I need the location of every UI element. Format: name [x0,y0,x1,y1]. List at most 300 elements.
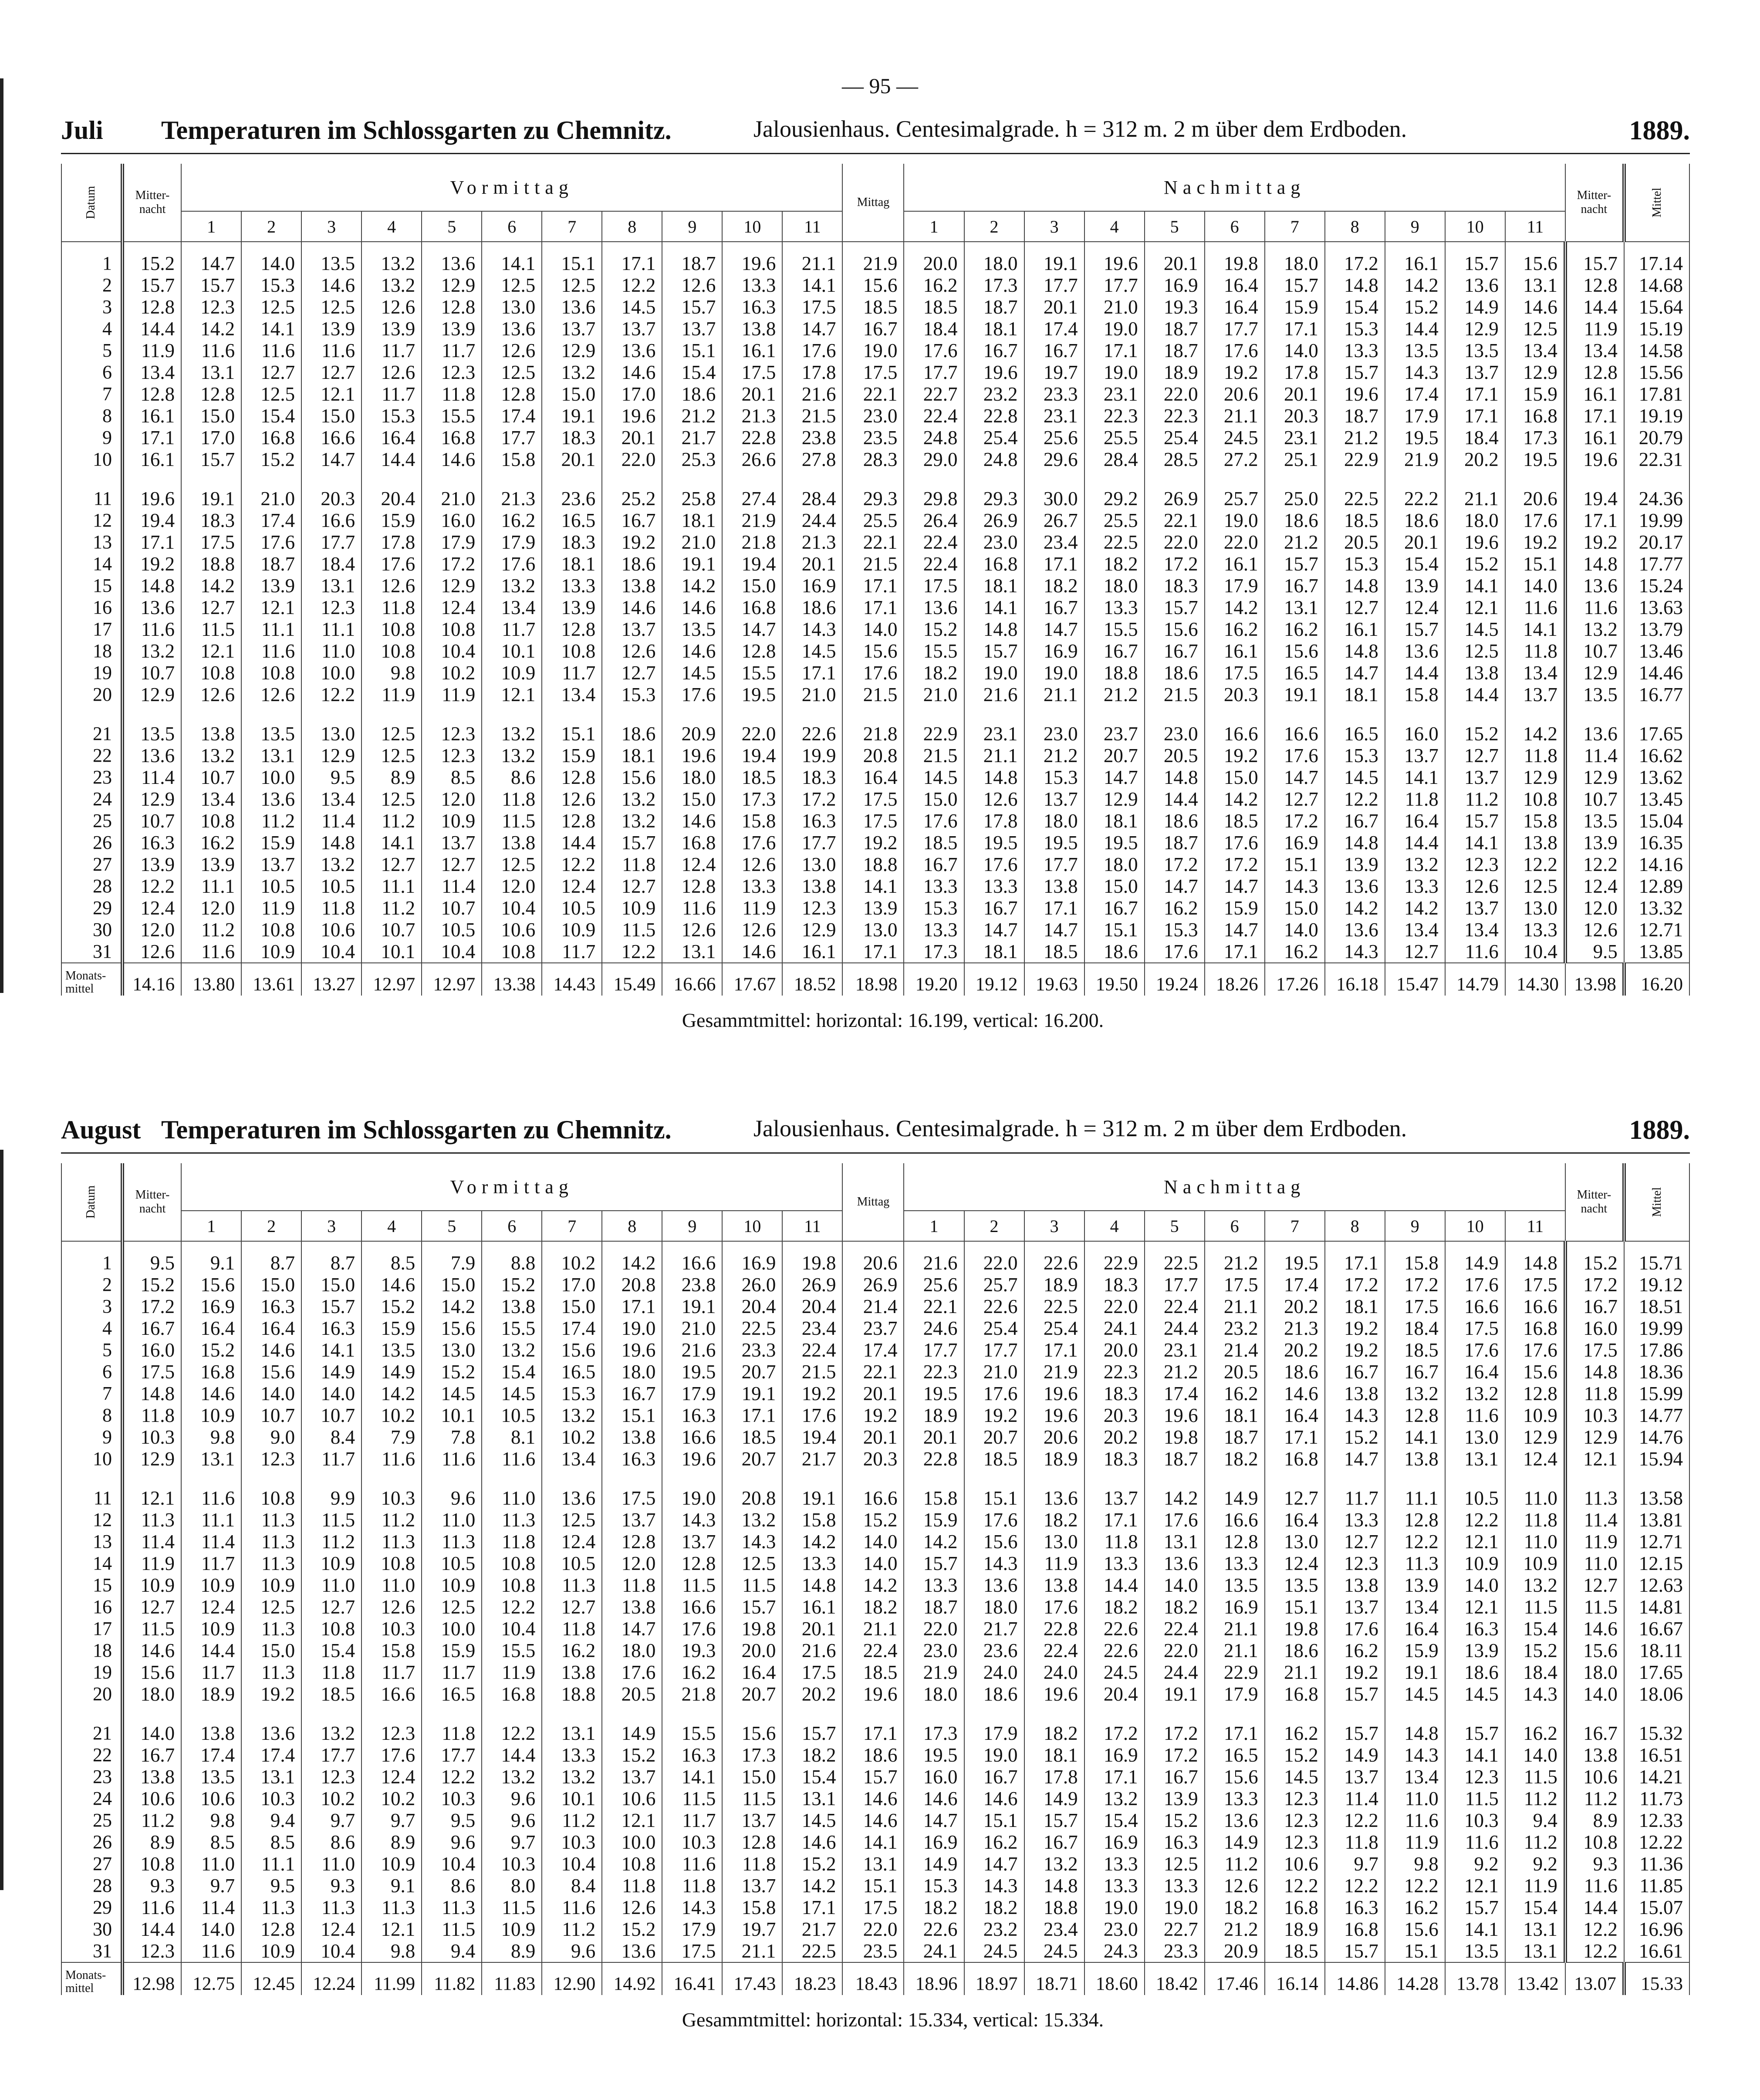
temperature-cell: 11.5 [181,618,241,640]
temperature-cell: 20.4 [1084,1683,1145,1705]
temperature-cell: 9.6 [542,1940,602,1962]
temperature-cell: 13.0 [301,706,361,745]
temperature-cell: 10.8 [181,810,241,832]
day-cell: 6 [61,1361,122,1383]
temperature-cell: 14.3 [722,1531,782,1553]
midnight-cell: 13.5 [122,706,181,745]
day-cell: 30 [61,1918,122,1940]
temperature-cell: 12.4 [1505,1448,1565,1470]
temperature-cell: 16.3 [602,1448,662,1470]
day-cell: 31 [61,941,122,963]
temperature-cell: 15.94 [1624,1448,1689,1470]
temperature-cell: 17.3 [964,274,1024,296]
temperature-cell: 12.8 [181,383,241,405]
temperature-cell: 11.2 [1445,788,1505,810]
temperature-cell: 15.3 [602,684,662,706]
monthly-mean-cell: 15.33 [1624,1962,1689,1995]
temperature-cell: 9.8 [361,662,422,684]
temperature-cell: 18.5 [904,296,964,318]
temperature-cell: 9.6 [482,1810,542,1831]
temperature-cell: 10.8 [1505,788,1565,810]
temperature-cell: 11.5 [422,1918,482,1940]
temperature-cell: 9.8 [181,1426,241,1448]
temperature-cell: 17.7 [1084,274,1145,296]
temperature-cell: 13.6 [1024,1470,1084,1509]
temperature-cell: 8.4 [542,1875,602,1897]
temperature-cell: 19.0 [1205,510,1265,531]
temperature-cell: 22.0 [602,449,662,470]
temperature-cell: 14.0 [842,1531,904,1553]
temperature-cell: 12.1 [361,1918,422,1940]
temperature-cell: 15.5 [482,1317,542,1339]
temperature-cell: 15.8 [1385,684,1445,706]
temperature-cell: 11.7 [1325,1470,1385,1509]
temperature-cell: 18.9 [904,1405,964,1426]
temperature-cell: 19.7 [722,1918,782,1940]
temperature-cell: 13.4 [1505,340,1565,361]
temperature-cell: 19.5 [722,684,782,706]
temperature-cell: 19.0 [964,662,1024,684]
daily-mean-cell: 10.8 [1565,1831,1624,1853]
am-hour-header: 10 [722,211,782,242]
temperature-cell: 14.1 [842,875,904,897]
temperature-cell: 16.8 [422,427,482,449]
temperature-cell: 11.3 [241,1531,301,1553]
temperature-cell: 14.7 [1024,919,1084,941]
temperature-cell: 17.5 [1445,1317,1505,1339]
temperature-cell: 16.6 [301,427,361,449]
temperature-cell: 9.6 [482,1788,542,1810]
temperature-cell: 14.8 [1145,766,1205,788]
temperature-cell: 19.2 [964,1405,1024,1426]
temperature-cell: 19.2 [1205,361,1265,383]
temperature-cell: 12.6 [361,361,422,383]
temperature-cell: 22.0 [1145,531,1205,553]
temperature-cell: 10.8 [422,618,482,640]
temperature-cell: 21.3 [722,405,782,427]
pm-hour-header: 9 [1385,1211,1445,1241]
temperature-cell: 15.7 [1145,597,1205,618]
temperature-cell: 23.0 [964,531,1024,553]
table-subtitle: Jalousienhaus. Centesimalgrade. h = 312 m. 2 m über dem Erdboden. [753,116,1407,142]
day-cell: 29 [61,1897,122,1918]
pm-hour-header: 9 [1385,211,1445,242]
temperature-cell: 17.6 [782,1405,842,1426]
temperature-cell: 15.3 [542,1383,602,1405]
temperature-cell: 22.1 [842,531,904,553]
temperature-cell: 10.7 [241,1405,301,1426]
temperature-cell: 20.1 [602,427,662,449]
temperature-cell: 16.2 [542,1640,602,1661]
temperature-cell: 11.0 [1385,1788,1445,1810]
temperature-cell: 17.1 [782,662,842,684]
midnight-cell: 16.7 [122,1744,181,1766]
day-cell: 4 [61,1317,122,1339]
temperature-cell: 14.1 [241,318,301,340]
temperature-cell: 17.4 [241,510,301,531]
temperature-cell: 11.3 [542,1574,602,1596]
temperature-cell: 14.2 [842,1574,904,1596]
temperature-cell: 24.6 [904,1317,964,1339]
temperature-cell: 11.7 [542,941,602,963]
temperature-cell: 11.8 [1505,1509,1565,1531]
temperature-cell: 19.1 [1145,1683,1205,1705]
temperature-cell: 17.2 [1385,1274,1445,1296]
temperature-cell: 16.9 [1084,1744,1145,1766]
temperature-cell: 17.6 [662,684,722,706]
temperature-cell: 16.77 [1624,684,1689,706]
temperature-cell: 20.2 [782,1683,842,1705]
temperature-cell: 22.5 [1145,1241,1205,1274]
temperature-cell: 13.8 [602,1426,662,1448]
day-cell: 20 [61,1683,122,1705]
temperature-cell: 18.2 [1024,1705,1084,1744]
temperature-cell: 9.4 [1505,1810,1565,1831]
temperature-cell: 14.4 [361,449,422,470]
temperature-cell: 15.1 [662,340,722,361]
temperature-cell: 13.5 [241,706,301,745]
temperature-cell: 12.5 [722,1553,782,1574]
temperature-cell: 17.1 [1205,941,1265,963]
temperature-cell: 12.4 [361,1766,422,1788]
temperature-cell: 14.1 [1385,766,1445,788]
temperature-cell: 10.8 [482,1574,542,1596]
temperature-cell: 11.8 [301,1661,361,1683]
temperature-cell: 18.5 [904,832,964,854]
temperature-cell: 10.9 [301,1553,361,1574]
day-cell: 3 [61,1296,122,1317]
daily-mean-cell: 15.7 [1565,242,1624,274]
temperature-cell: 11.1 [301,618,361,640]
monthly-mean-cell: 13.07 [1565,1962,1624,1995]
table-row [61,1618,1689,1640]
temperature-cell: 18.6 [1265,510,1325,531]
temperature-cell: 15.0 [301,1274,361,1296]
day-cell: 19 [61,662,122,684]
temperature-cell: 14.5 [782,1810,842,1831]
temperature-cell: 20.2 [1084,1426,1145,1448]
temperature-cell: 17.6 [602,1661,662,1683]
temperature-cell: 16.7 [602,510,662,531]
temperature-cell: 12.3 [241,1448,301,1470]
temperature-cell: 9.8 [361,1940,422,1962]
temperature-cell: 16.6 [301,510,361,531]
temperature-cell: 9.7 [181,1875,241,1897]
temperature-cell: 17.5 [662,1940,722,1962]
temperature-cell: 16.3 [722,296,782,318]
temperature-cell: 12.63 [1624,1574,1689,1596]
monthly-mean-cell: 18.43 [842,1962,904,1995]
temperature-cell: 14.6 [241,1339,301,1361]
temperature-cell: 29.2 [1084,470,1145,510]
temperature-cell: 14.2 [1145,1470,1205,1509]
temperature-cell: 20.4 [782,1296,842,1317]
midnight-cell: 19.6 [122,470,181,510]
temperature-cell: 17.5 [1205,1274,1265,1296]
temperature-cell: 18.3 [181,510,241,531]
temperature-cell: 10.8 [301,1618,361,1640]
daily-mean-cell: 14.6 [1565,1618,1624,1640]
temperature-cell: 13.3 [904,1574,964,1596]
midnight-cell: 10.6 [122,1788,181,1810]
temperature-cell: 12.7 [602,662,662,684]
temperature-cell: 16.4 [1445,1361,1505,1383]
table-row [61,1296,1689,1317]
temperature-cell: 21.1 [782,242,842,274]
midnight-cell: 16.7 [122,1317,181,1339]
temperature-cell: 22.8 [964,405,1024,427]
temperature-cell: 13.7 [602,618,662,640]
temperature-cell: 13.9 [361,318,422,340]
temperature-cell: 15.2 [602,1744,662,1766]
temperature-cell: 15.3 [1145,919,1205,941]
day-cell: 19 [61,1661,122,1683]
temperature-cell: 14.9 [1205,1831,1265,1853]
temperature-cell: 10.0 [301,662,361,684]
temperature-cell: 15.3 [904,897,964,919]
pm-hour-header: 2 [964,1211,1024,1241]
temperature-cell: 13.4 [1445,919,1505,941]
temperature-cell: 12.5 [241,1596,301,1618]
temperature-cell: 10.9 [181,1574,241,1596]
temperature-cell: 10.7 [361,919,422,941]
monthly-mean-cell: 12.98 [122,1962,181,1995]
mittel-header [1624,1163,1689,1241]
daily-mean-cell: 11.5 [1565,1596,1624,1618]
daily-mean-cell: 16.0 [1565,1317,1624,1339]
temperature-cell: 10.6 [482,919,542,941]
temperature-cell: 19.5 [1265,1241,1325,1274]
temperature-cell: 21.3 [782,531,842,553]
temperature-cell: 11.7 [422,340,482,361]
table-row [61,340,1689,361]
temperature-cell: 11.3 [241,1897,301,1918]
temperature-cell: 16.8 [662,832,722,854]
temperature-cell: 21.3 [482,470,542,510]
temperature-cell: 20.3 [1205,684,1265,706]
temperature-cell: 16.4 [1385,810,1445,832]
temperature-cell: 18.2 [782,1744,842,1766]
temperature-cell: 18.7 [964,296,1024,318]
temperature-cell: 19.2 [842,1405,904,1426]
temperature-cell: 21.5 [904,745,964,766]
temperature-cell: 21.7 [782,1448,842,1470]
temperature-cell: 10.1 [361,941,422,963]
temperature-cell: 18.7 [1145,1448,1205,1470]
temperature-cell: 19.6 [602,1339,662,1361]
temperature-cell: 12.4 [1385,597,1445,618]
temperature-cell: 13.8 [1024,1574,1084,1596]
temperature-cell: 15.6 [602,766,662,788]
day-cell: 31 [61,1940,122,1962]
temperature-cell: 12.3 [1265,1831,1325,1853]
temperature-cell: 14.2 [1385,274,1445,296]
temperature-cell: 11.9 [1505,1875,1565,1897]
day-cell: 9 [61,1426,122,1448]
midnight-cell: 17.2 [122,1296,181,1317]
day-cell: 24 [61,1788,122,1810]
temperature-cell: 17.6 [842,662,904,684]
temperature-cell: 11.6 [422,1448,482,1470]
midnight-cell: 11.6 [122,1897,181,1918]
table-row [61,1470,1689,1509]
temperature-cell: 17.5 [782,296,842,318]
temperature-cell: 15.9 [1265,296,1325,318]
daily-mean-cell: 13.5 [1565,684,1624,706]
monthly-mean-cell: 18.97 [964,1962,1024,1995]
temperature-cell: 14.7 [1205,919,1265,941]
temperature-cell: 19.2 [241,1683,301,1705]
temperature-cell: 15.4 [1325,296,1385,318]
temperature-cell: 12.2 [1265,1875,1325,1897]
temperature-cell: 19.4 [722,745,782,766]
temperature-cell: 13.4 [542,1448,602,1470]
midnight-cell: 12.2 [122,875,181,897]
day-cell: 4 [61,318,122,340]
temperature-cell: 18.0 [1084,575,1145,597]
temperature-cell: 15.2 [1445,706,1505,745]
temperature-cell: 21.3 [1265,1317,1325,1339]
temperature-cell: 12.7 [301,361,361,383]
temperature-cell: 15.24 [1624,575,1689,597]
temperature-cell: 11.2 [181,919,241,941]
temperature-cell: 12.5 [1505,875,1565,897]
pm-hour-header: 5 [1145,1211,1205,1241]
table-row [61,1661,1689,1683]
temperature-cell: 10.3 [482,1853,542,1875]
temperature-cell: 15.04 [1624,810,1689,832]
midnight-cell: 16.0 [122,1339,181,1361]
temperature-cell: 17.6 [662,1618,722,1640]
temperature-cell: 16.7 [1084,897,1145,919]
temperature-cell: 17.8 [964,810,1024,832]
temperature-cell: 21.0 [964,1361,1024,1383]
temperature-cell: 17.5 [1385,1296,1445,1317]
temperature-cell: 14.8 [1325,575,1385,597]
temperature-cell: 14.7 [1325,1448,1385,1470]
temperature-cell: 12.3 [181,296,241,318]
temperature-cell: 16.4 [1205,274,1265,296]
temperature-cell: 11.0 [301,1574,361,1596]
temperature-cell: 14.0 [1505,575,1565,597]
temperature-cell: 12.7 [1325,597,1385,618]
midnight-cell: 12.6 [122,941,181,963]
temperature-cell: 8.5 [181,1831,241,1853]
temperature-cell: 18.7 [904,1596,964,1618]
temperature-cell: 15.7 [1325,361,1385,383]
temperature-cell: 21.1 [1205,1296,1265,1317]
temperature-cell: 23.8 [782,427,842,449]
temperature-cell: 15.7 [1024,1810,1084,1831]
temperature-cell: 16.6 [1445,1296,1505,1317]
temperature-cell: 10.9 [241,941,301,963]
temperature-cell: 20.4 [361,470,422,510]
temperature-cell: 23.0 [1084,1918,1145,1940]
table-row [61,449,1689,470]
temperature-cell: 19.7 [1024,361,1084,383]
day-cell: 14 [61,553,122,575]
temperature-cell: 16.7 [1024,340,1084,361]
temperature-cell: 15.7 [1445,1897,1505,1918]
temperature-cell: 16.3 [1445,1618,1505,1640]
temperature-cell: 12.5 [361,788,422,810]
temperature-cell: 18.6 [1385,510,1445,531]
midnight-cell: 18.0 [122,1683,181,1705]
temperature-cell: 11.8 [422,1705,482,1744]
temperature-cell: 9.7 [1325,1853,1385,1875]
temperature-cell: 22.6 [964,1296,1024,1317]
temperature-cell: 24.4 [1145,1661,1205,1683]
temperature-cell: 16.7 [1325,810,1385,832]
temperature-cell: 17.6 [904,810,964,832]
am-hour-header: 4 [361,211,422,242]
temperature-cell: 20.7 [964,1426,1024,1448]
temperature-cell: 18.2 [1024,575,1084,597]
temperature-cell: 14.6 [301,274,361,296]
temperature-cell: 10.0 [241,766,301,788]
temperature-cell: 17.6 [1505,1339,1565,1361]
midnight-cell: 17.1 [122,427,181,449]
monthly-mean-cell: 18.98 [842,963,904,996]
temperature-cell: 14.5 [602,296,662,318]
temperature-cell: 10.2 [542,1426,602,1448]
temperature-cell: 19.8 [722,1618,782,1640]
temperature-cell: 13.2 [301,854,361,875]
temperature-cell: 22.2 [1385,470,1445,510]
temperature-cell: 18.6 [1145,810,1205,832]
temperature-cell: 21.4 [842,1296,904,1317]
temperature-cell: 14.6 [662,810,722,832]
daily-mean-cell: 16.7 [1565,1705,1624,1744]
temperature-cell: 18.3 [542,427,602,449]
temperature-cell: 8.0 [482,1875,542,1897]
temperature-cell: 25.4 [964,1317,1024,1339]
temperature-cell: 14.5 [782,640,842,662]
temperature-cell: 19.0 [1084,1897,1145,1918]
temperature-cell: 16.6 [1205,1509,1265,1531]
temperature-cell: 16.67 [1624,1618,1689,1640]
temperature-cell: 13.0 [422,1339,482,1361]
temperature-cell: 15.8 [722,810,782,832]
table-row [61,1940,1689,1962]
temperature-cell: 14.4 [1145,788,1205,810]
temperature-cell: 13.2 [1084,1788,1145,1810]
am-hour-header: 7 [542,1211,602,1241]
temperature-cell: 20.6 [1024,1426,1084,1448]
pm-hour-header: 6 [1205,211,1265,242]
mitternacht-header: Mitter-nacht [122,1163,181,1241]
temperature-cell: 29.3 [842,470,904,510]
temperature-cell: 11.1 [241,1853,301,1875]
temperature-cell: 12.2 [1325,1875,1385,1897]
temperature-cell: 13.5 [1385,340,1445,361]
temperature-cell: 23.0 [842,405,904,427]
day-cell: 28 [61,1875,122,1897]
temperature-cell: 13.6 [482,318,542,340]
temperature-cell: 14.8 [1325,832,1385,854]
day-cell: 2 [61,1274,122,1296]
temperature-cell: 14.2 [1205,788,1265,810]
temperature-cell: 15.9 [361,510,422,531]
day-cell: 5 [61,340,122,361]
temperature-cell: 12.7 [1385,941,1445,963]
temperature-cell: 12.8 [542,618,602,640]
day-cell: 27 [61,854,122,875]
temperature-cell: 21.6 [782,1640,842,1661]
temperature-cell: 15.7 [1265,274,1325,296]
temperature-cell: 17.1 [1265,1426,1325,1448]
day-cell: 26 [61,1831,122,1853]
